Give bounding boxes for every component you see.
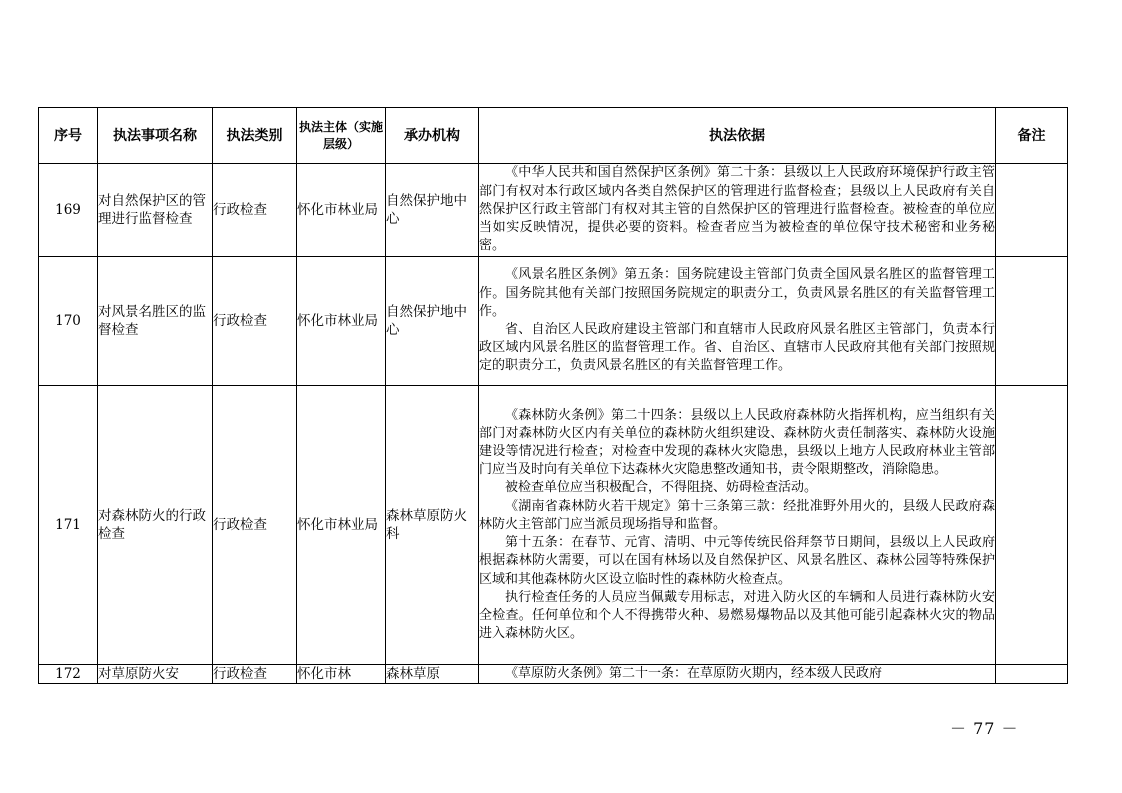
row-subject: 怀化市林业局	[297, 257, 386, 386]
row-subject: 怀化市林	[297, 665, 386, 684]
basis-paragraph: 被检查单位应当积极配合，不得阻挠、妨碍检查活动。	[505, 480, 818, 496]
row-remark	[996, 257, 1068, 386]
header-basis: 执法依据	[479, 108, 996, 164]
row-agency: 森林草原	[386, 665, 479, 684]
basis-paragraph: 执行检查任务的人员应当佩戴专用标志，对进入防火区的车辆和人员进行森林防火安全检查。任何单位和个人不得携带火种、易燃易爆物品以及其他可能引起森林火灾的物品进入森林防火区。	[479, 589, 995, 642]
row-item-name: 对风景名胜区的监督检查	[98, 257, 213, 386]
header-category: 执法类别	[213, 108, 297, 164]
header-remark: 备注	[996, 108, 1068, 164]
row-basis	[479, 665, 996, 684]
law-enforcement-table	[38, 107, 1068, 684]
row-seq: 171	[39, 386, 98, 665]
row-subject: 怀化市林业局	[297, 386, 386, 665]
row-remark	[996, 386, 1068, 665]
row-subject: 怀化市林业局	[297, 164, 386, 257]
basis-paragraph: 省、自治区人民政府建设主管部门和直辖市人民政府风景名胜区主管部门，负责本行政区域内风景名胜区的监督管理工作。省、自治区、直辖市人民政府其他有关部门按照规定的职责分工，负责风景名胜区的有关监督管理工作。	[479, 322, 995, 374]
header-subject: 执法主体（实施层级）	[297, 108, 386, 164]
header-agency: 承办机构	[386, 108, 479, 164]
basis-paragraph: 《风景名胜区条例》第五条：国务院建设主管部门负责全国风景名胜区的监督管理工作。国务院其他有关部门按照国务院规定的职责分工，负责风景名胜区的有关监督管理工作。	[479, 267, 995, 319]
row-agency: 自然保护地中心	[386, 257, 479, 386]
row-agency: 自然保护地中心	[386, 164, 479, 257]
table-row	[39, 665, 1068, 684]
table-row	[39, 257, 1068, 386]
row-category: 行政检查	[213, 665, 297, 684]
row-agency: 森林草原防火科	[386, 386, 479, 665]
basis-paragraph: 《湖南省森林防火若干规定》第十三条第三款：经批准野外用火的，县级人民政府森林防火主管部门应当派员现场指导和监督。	[479, 498, 995, 532]
row-category: 行政检查	[213, 386, 297, 665]
row-category: 行政检查	[213, 257, 297, 386]
header-item-name: 执法事项名称	[98, 108, 213, 164]
row-item-name: 对森林防火的行政检查	[98, 386, 213, 665]
basis-paragraph: 第十五条：在春节、元宵、清明、中元等传统民俗拜祭节日期间，县级以上人民政府根据森林防火需要，可以在国有林场以及自然保护区、风景名胜区、森林公园等特殊保护区域和其他森林防火区设立临时性的森林防火检查点。	[479, 535, 995, 587]
row-basis	[479, 386, 996, 665]
row-seq: 170	[39, 257, 98, 386]
row-seq: 172	[39, 665, 98, 684]
header-row	[39, 108, 1068, 164]
table-row	[39, 386, 1068, 665]
row-seq: 169	[39, 164, 98, 257]
basis-paragraph: 《森林防火条例》第二十四条：县级以上人民政府森林防火指挥机构，应当组织有关部门对森林防火区内有关单位的森林防火组织建设、森林防火责任制落实、森林防火设施建设等情况进行检查；对检查中发现的森林火灾隐患，县级以上地方人民政府林业主管部门应当及时向有关单位下达森林火灾隐患整改通知书，责令限期整改，消除隐患。	[479, 407, 995, 478]
row-item-name: 对自然保护区的管理进行监督检查	[98, 164, 213, 257]
row-basis	[479, 257, 996, 386]
basis-paragraph: 《中华人民共和国自然保护区条例》第二十条：县级以上人民政府环境保护行政主管部门有权对本行政区域内各类自然保护区的管理进行监督检查；县级以上人民政府有关自然保护区行政主管部门有权对其主管的自然保护区的管理进行监督检查。被检查的单位应当如实反映情况，提供必要的资料。检查者应当为被检查的单位保守技术秘密和业务秘密。	[479, 165, 995, 254]
header-seq: 序号	[39, 108, 98, 164]
row-basis	[479, 164, 996, 257]
row-category: 行政检查	[213, 164, 297, 257]
basis-paragraph: 《草原防火条例》第二十一条：在草原防火期内，经本级人民政府	[505, 666, 883, 681]
page-number: － 77 －	[950, 719, 1019, 738]
row-remark	[996, 665, 1068, 684]
row-item-name: 对草原防火安	[98, 665, 213, 684]
table-row	[39, 164, 1068, 257]
row-remark	[996, 164, 1068, 257]
